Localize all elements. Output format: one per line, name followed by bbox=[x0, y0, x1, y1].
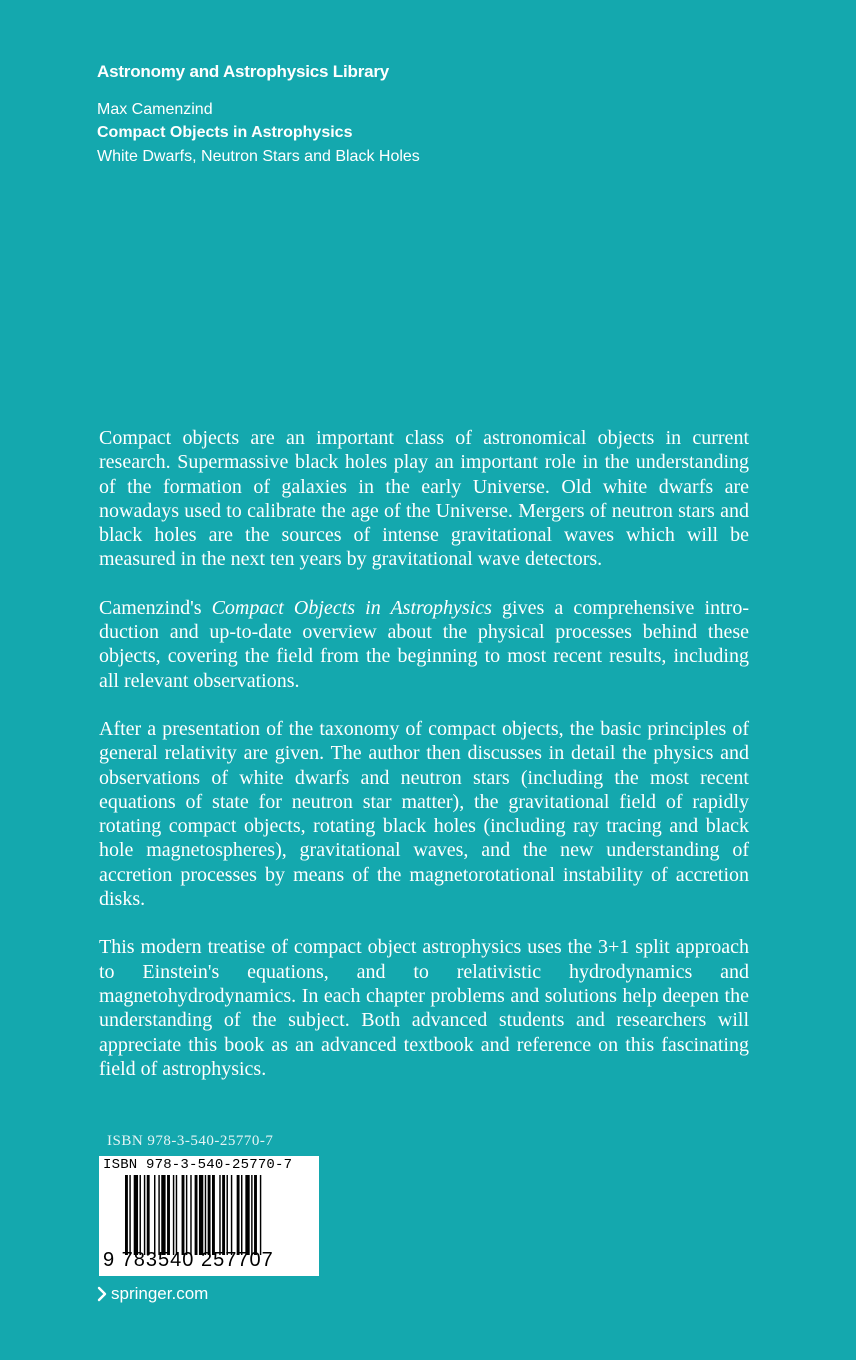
book-subtitle: White Dwarfs, Neutron Stars and Black Holes bbox=[97, 148, 420, 165]
barcode-isbn: ISBN 978-3-540-25770-7 bbox=[103, 1157, 293, 1173]
barcode-icon bbox=[125, 1175, 309, 1255]
paragraph-2-start: Camenzind's bbox=[99, 596, 212, 619]
isbn-label: ISBN 978-3-540-25770-7 bbox=[107, 1133, 274, 1149]
barcode bbox=[99, 1156, 319, 1276]
author-name: Max Camenzind bbox=[97, 101, 213, 118]
barcode-digits: 9 783540 257707 bbox=[103, 1249, 274, 1271]
book-title: Compact Objects in Astrophysics bbox=[97, 124, 353, 141]
series-name: Astronomy and Astrophysics Library bbox=[97, 62, 390, 81]
paragraph-2-book-title: Compact Objects in Astrophysics bbox=[211, 596, 492, 619]
description bbox=[99, 426, 749, 1105]
paragraph-1: Compact objects are an important class of astronomical objects in current research. Supermassive black holes play an important role in the understanding of the formation of galaxies in the early Universe. Old white dwarfs are nowadays used to calibrate the age of the Universe. Mergers of neutron stars and black holes are the sources of intense gravitational waves which will be measured in the next ten years by gravitational wave detectors. bbox=[99, 427, 749, 571]
paragraph-4: This modern treatise of compact object astrophysics uses the 3+1 split approach to Einstein's equations, and to relativistic hydrodynamics and magnetohydrodynamics. In each chapter problems and solutions help deepen the understanding of the subject. Both advanced students and researchers will appreciate this book as an advanced textbook and reference on this fascinating field of astrophysics. bbox=[99, 936, 749, 1080]
springer-link[interactable] bbox=[97, 1284, 208, 1304]
paragraph-2-end: gives a comprehensive introduction and up-to-date overview about the physical processes behind these objects, covering the field from the beginning to most recent results, including all relevant observations. bbox=[99, 596, 749, 692]
paragraph-2 bbox=[99, 596, 749, 693]
chevron-right-icon bbox=[97, 1286, 107, 1302]
paragraph-3: After a presentation of the taxonomy of compact objects, the basic principles of general relativity are given. The author then discusses in detail the physics and observations of white dwarfs and neutron stars (including the most recent equations of state for neutron star matter), the gravitational field of rapidly rotating compact objects, rotating black holes (including ray tracing and black hole magnetospheres), gravitational waves, and the new understanding of accretion processes by means of the magnetorotational instability of accretion disks. bbox=[99, 717, 749, 911]
springer-link-text[interactable]: springer.com bbox=[111, 1284, 209, 1303]
